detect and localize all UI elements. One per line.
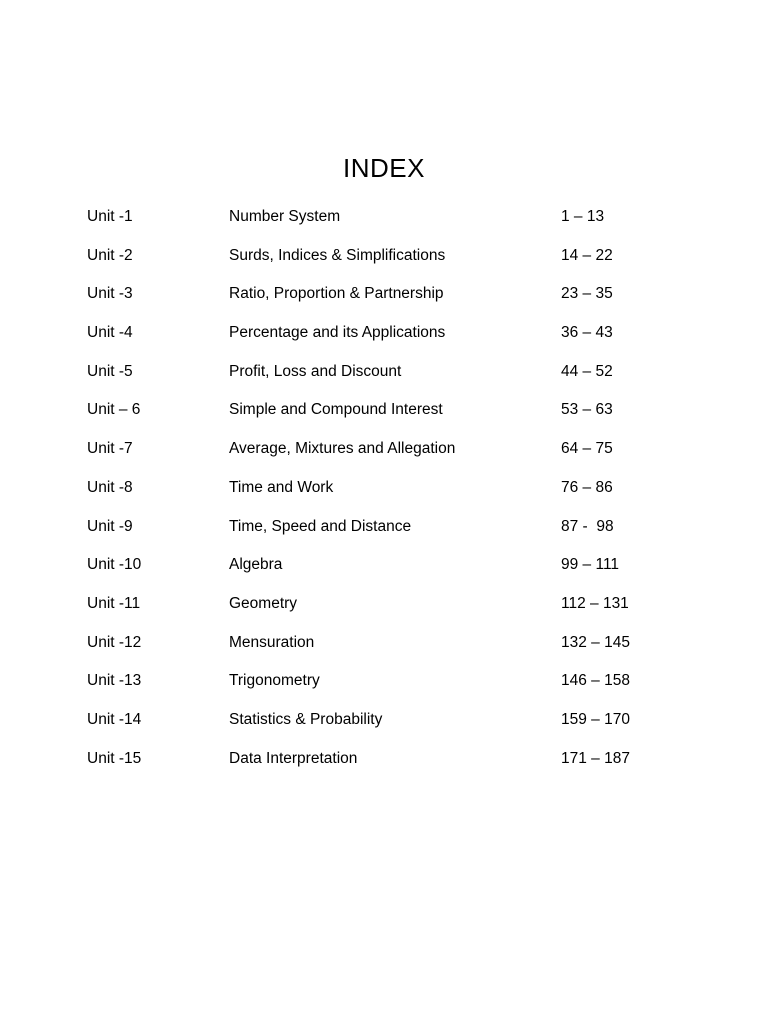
index-row bbox=[0, 745, 768, 784]
unit-label: Unit -12 bbox=[87, 633, 142, 651]
topic-title: Simple and Compound Interest bbox=[229, 401, 443, 419]
index-row bbox=[0, 513, 768, 552]
page-range: 36 – 43 bbox=[561, 324, 613, 342]
index-row bbox=[0, 242, 768, 281]
unit-label: Unit -1 bbox=[87, 208, 133, 225]
unit-label: Unit -2 bbox=[87, 246, 133, 264]
index-row bbox=[0, 358, 768, 397]
page-range: 64 – 75 bbox=[561, 440, 613, 458]
unit-label: Unit -14 bbox=[87, 710, 142, 728]
unit-label: Unit -10 bbox=[87, 556, 142, 574]
index-row bbox=[0, 396, 768, 435]
index-row bbox=[0, 590, 768, 629]
unit-label: Unit -4 bbox=[87, 324, 133, 342]
topic-title: Statistics & Probability bbox=[229, 710, 383, 728]
index-row bbox=[0, 706, 768, 745]
index-row bbox=[0, 280, 768, 319]
index-row bbox=[0, 203, 768, 242]
unit-label: Unit -9 bbox=[87, 517, 133, 535]
index-row bbox=[0, 319, 768, 358]
unit-label: Unit -3 bbox=[87, 285, 133, 303]
topic-title: Data Interpretation bbox=[229, 749, 358, 767]
topic-title: Time and Work bbox=[229, 478, 334, 496]
index-row bbox=[0, 667, 768, 706]
unit-label: Unit -11 bbox=[87, 594, 141, 612]
topic-title: Percentage and its Applications bbox=[229, 324, 446, 342]
topic-title: Geometry bbox=[229, 594, 298, 612]
index-row bbox=[0, 551, 768, 590]
page-range: 23 – 35 bbox=[561, 285, 613, 303]
topic-title: Time, Speed and Distance bbox=[229, 517, 412, 535]
page-range: 1 – 13 bbox=[561, 208, 605, 225]
page-range: 112 – 131 bbox=[561, 594, 629, 612]
topic-title: Trigonometry bbox=[229, 672, 320, 690]
index-table bbox=[0, 203, 768, 783]
unit-label: Unit -15 bbox=[87, 749, 142, 767]
topic-title: Ratio, Proportion & Partnership bbox=[229, 285, 444, 303]
page-title: INDEX bbox=[343, 153, 425, 183]
page-range: 146 – 158 bbox=[561, 672, 630, 690]
topic-title: Number System bbox=[229, 208, 341, 225]
unit-label: Unit -5 bbox=[87, 362, 133, 380]
page-range: 159 – 170 bbox=[561, 710, 630, 728]
unit-label: Unit -7 bbox=[87, 440, 133, 458]
topic-title: Algebra bbox=[229, 556, 283, 574]
page-range: 14 – 22 bbox=[561, 246, 613, 264]
topic-title: Profit, Loss and Discount bbox=[229, 362, 402, 380]
unit-label: Unit -8 bbox=[87, 478, 133, 496]
page-range: 87 - 98 bbox=[561, 517, 614, 535]
page-range: 99 – 111 bbox=[561, 556, 620, 574]
index-row bbox=[0, 629, 768, 668]
topic-title: Average, Mixtures and Allegation bbox=[229, 440, 456, 458]
page-range: 44 – 52 bbox=[561, 362, 613, 380]
topic-title: Surds, Indices & Simplifications bbox=[229, 246, 446, 264]
page-range: 76 – 86 bbox=[561, 478, 613, 496]
index-row bbox=[0, 435, 768, 474]
page-range: 171 – 187 bbox=[561, 749, 630, 767]
page-range: 132 – 145 bbox=[561, 633, 630, 651]
topic-title: Mensuration bbox=[229, 633, 315, 651]
page-range: 53 – 63 bbox=[561, 401, 613, 419]
unit-label: Unit – 6 bbox=[87, 401, 141, 419]
index-row bbox=[0, 474, 768, 513]
unit-label: Unit -13 bbox=[87, 672, 142, 690]
